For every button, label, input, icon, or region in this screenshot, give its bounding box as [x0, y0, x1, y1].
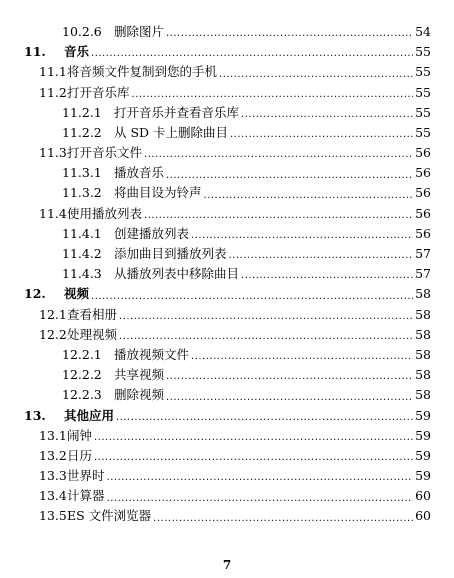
- dot-leader: [241, 264, 413, 284]
- toc-entry-page: 58: [415, 387, 431, 403]
- toc-entry-number: 11.3: [39, 145, 67, 161]
- toc-entry-page: 59: [415, 407, 431, 423]
- toc-entry-number: 13.: [24, 407, 46, 423]
- dot-leader: [191, 345, 413, 365]
- toc-entry[interactable]: [24, 143, 431, 163]
- toc-entry-page: 58: [415, 306, 431, 322]
- dot-leader: [94, 426, 413, 446]
- toc-entry-title: 闹钟: [67, 427, 93, 443]
- toc-entry[interactable]: [24, 507, 431, 527]
- toc-entry-page: 58: [415, 346, 431, 362]
- dot-leader: [119, 325, 413, 345]
- toc-entry-title: 添加曲目到播放列表: [114, 246, 227, 262]
- toc-entry-title: 查看相册: [67, 306, 118, 322]
- dot-leader: [166, 22, 413, 42]
- toc-entry[interactable]: [24, 406, 431, 426]
- toc-entry-page: 55: [415, 64, 431, 80]
- toc-entry[interactable]: [24, 244, 431, 264]
- toc-entry-number: 10.2.6: [62, 23, 102, 39]
- toc-entry-number: 11.3.1: [62, 165, 102, 181]
- toc-entry-number: 12.2.1: [62, 346, 102, 362]
- toc-entry[interactable]: [24, 325, 431, 345]
- toc-entry[interactable]: [24, 123, 431, 143]
- toc-entry-number: 11.: [24, 44, 46, 60]
- dot-leader: [94, 446, 413, 466]
- toc-entry-page: 59: [415, 468, 431, 484]
- dot-leader: [144, 143, 413, 163]
- dot-leader: [191, 224, 413, 244]
- toc-entry-title: 视频: [64, 286, 90, 302]
- toc-entry-number: 12.1: [39, 306, 67, 322]
- dot-leader: [153, 507, 413, 527]
- toc-entry-title: 删除视频: [114, 387, 165, 403]
- toc-entry-page: 55: [415, 104, 431, 120]
- dot-leader: [91, 42, 413, 62]
- toc-entry-title: 将音频文件复制到您的手机: [67, 64, 218, 80]
- toc-entry-page: 56: [415, 185, 431, 201]
- toc-entry[interactable]: [24, 446, 431, 466]
- toc-entry-number: 13.5: [39, 508, 67, 524]
- toc-entry-page: 55: [415, 44, 431, 60]
- toc-entry[interactable]: [24, 305, 431, 325]
- toc-entry-page: 57: [415, 246, 431, 262]
- dot-leader: [166, 163, 413, 183]
- dot-leader: [204, 184, 413, 204]
- toc-entry-number: 11.4.3: [62, 266, 102, 282]
- toc-entry[interactable]: [24, 365, 431, 385]
- toc-entry[interactable]: [24, 264, 431, 284]
- toc-entry-page: 55: [415, 84, 431, 100]
- toc-entry[interactable]: [24, 22, 431, 42]
- toc-entry-page: 58: [415, 286, 431, 302]
- page-number: 7: [222, 558, 232, 572]
- dot-leader: [107, 466, 413, 486]
- toc-entry-number: 13.3: [39, 468, 67, 484]
- toc-entry-number: 11.2.1: [62, 104, 102, 120]
- dot-leader: [219, 62, 413, 82]
- dot-leader: [166, 385, 413, 405]
- toc-entry-page: 55: [415, 124, 431, 140]
- toc-entry-number: 11.2: [39, 84, 67, 100]
- dot-leader: [241, 103, 413, 123]
- toc-entry[interactable]: [24, 224, 431, 244]
- toc-entry[interactable]: [24, 426, 431, 446]
- toc-entry-number: 11.2.2: [62, 124, 102, 140]
- dot-leader: [119, 305, 413, 325]
- toc-entry-number: 12.2: [39, 326, 67, 342]
- toc-entry-number: 11.4.1: [62, 225, 102, 241]
- toc-entry-page: 54: [415, 23, 431, 39]
- toc-entry-title: 打开音乐并查看音乐库: [114, 104, 240, 120]
- toc-entry-number: 11.4: [39, 205, 67, 221]
- toc-entry[interactable]: [24, 284, 431, 304]
- toc-entry-number: 12.: [24, 286, 46, 302]
- dot-leader: [132, 83, 413, 103]
- toc-entry-page: 57: [415, 266, 431, 282]
- toc-entry-number: 13.4: [39, 488, 67, 504]
- toc-entry-number: 13.2: [39, 447, 67, 463]
- dot-leader: [116, 406, 413, 426]
- toc-entry-title: 日历: [67, 447, 93, 463]
- toc-entry-page: 58: [415, 367, 431, 383]
- toc-entry[interactable]: [24, 184, 431, 204]
- toc-entry-page: 60: [415, 488, 431, 504]
- dot-leader: [166, 365, 413, 385]
- toc-entry-title: 打开音乐库: [67, 84, 130, 100]
- toc-entry-title: 播放视频文件: [114, 346, 190, 362]
- toc-entry-title: 处理视频: [67, 326, 118, 342]
- toc-entry-title: 创建播放列表: [114, 225, 190, 241]
- toc-entry-page: 59: [415, 427, 431, 443]
- table-of-contents: [24, 22, 431, 527]
- toc-entry[interactable]: [24, 486, 431, 506]
- toc-entry-title: 从播放列表中移除曲目: [114, 266, 240, 282]
- dot-leader: [107, 486, 413, 506]
- toc-entry-number: 11.3.2: [62, 185, 102, 201]
- toc-entry[interactable]: [24, 204, 431, 224]
- toc-entry-page: 60: [415, 508, 431, 524]
- dot-leader: [91, 284, 413, 304]
- toc-entry-page: 58: [415, 326, 431, 342]
- toc-entry[interactable]: [24, 62, 431, 82]
- toc-entry-title: 从 SD 卡上删除曲目: [114, 124, 229, 140]
- toc-entry-title: ES 文件浏览器: [67, 508, 152, 524]
- toc-entry-title: 使用播放列表: [67, 205, 143, 221]
- toc-entry-title: 删除图片: [114, 23, 165, 39]
- toc-entry[interactable]: [24, 83, 431, 103]
- toc-entry-page: 56: [415, 225, 431, 241]
- toc-entry-title: 世界时: [67, 468, 105, 484]
- dot-leader: [144, 204, 413, 224]
- toc-entry[interactable]: [24, 345, 431, 365]
- toc-entry-title: 计算器: [67, 488, 105, 504]
- toc-entry-title: 播放音乐: [114, 165, 165, 181]
- toc-entry[interactable]: [24, 466, 431, 486]
- toc-entry[interactable]: [24, 163, 431, 183]
- toc-entry-page: 56: [415, 205, 431, 221]
- dot-leader: [230, 123, 413, 143]
- toc-entry-page: 56: [415, 165, 431, 181]
- toc-entry[interactable]: [24, 385, 431, 405]
- toc-entry-page: 59: [415, 447, 431, 463]
- toc-entry-number: 11.4.2: [62, 246, 102, 262]
- toc-entry-number: 12.2.2: [62, 367, 102, 383]
- toc-entry-title: 音乐: [64, 44, 90, 60]
- toc-entry-title: 将曲目设为铃声: [114, 185, 202, 201]
- toc-entry-title: 打开音乐文件: [67, 145, 143, 161]
- toc-entry-page: 56: [415, 145, 431, 161]
- toc-entry-number: 11.1: [39, 64, 67, 80]
- toc-entry-title: 共享视频: [114, 367, 165, 383]
- toc-entry-number: 12.2.3: [62, 387, 102, 403]
- toc-entry[interactable]: [24, 103, 431, 123]
- dot-leader: [229, 244, 413, 264]
- toc-entry-title: 其他应用: [64, 407, 115, 423]
- toc-entry-number: 13.1: [39, 427, 67, 443]
- toc-entry[interactable]: [24, 42, 431, 62]
